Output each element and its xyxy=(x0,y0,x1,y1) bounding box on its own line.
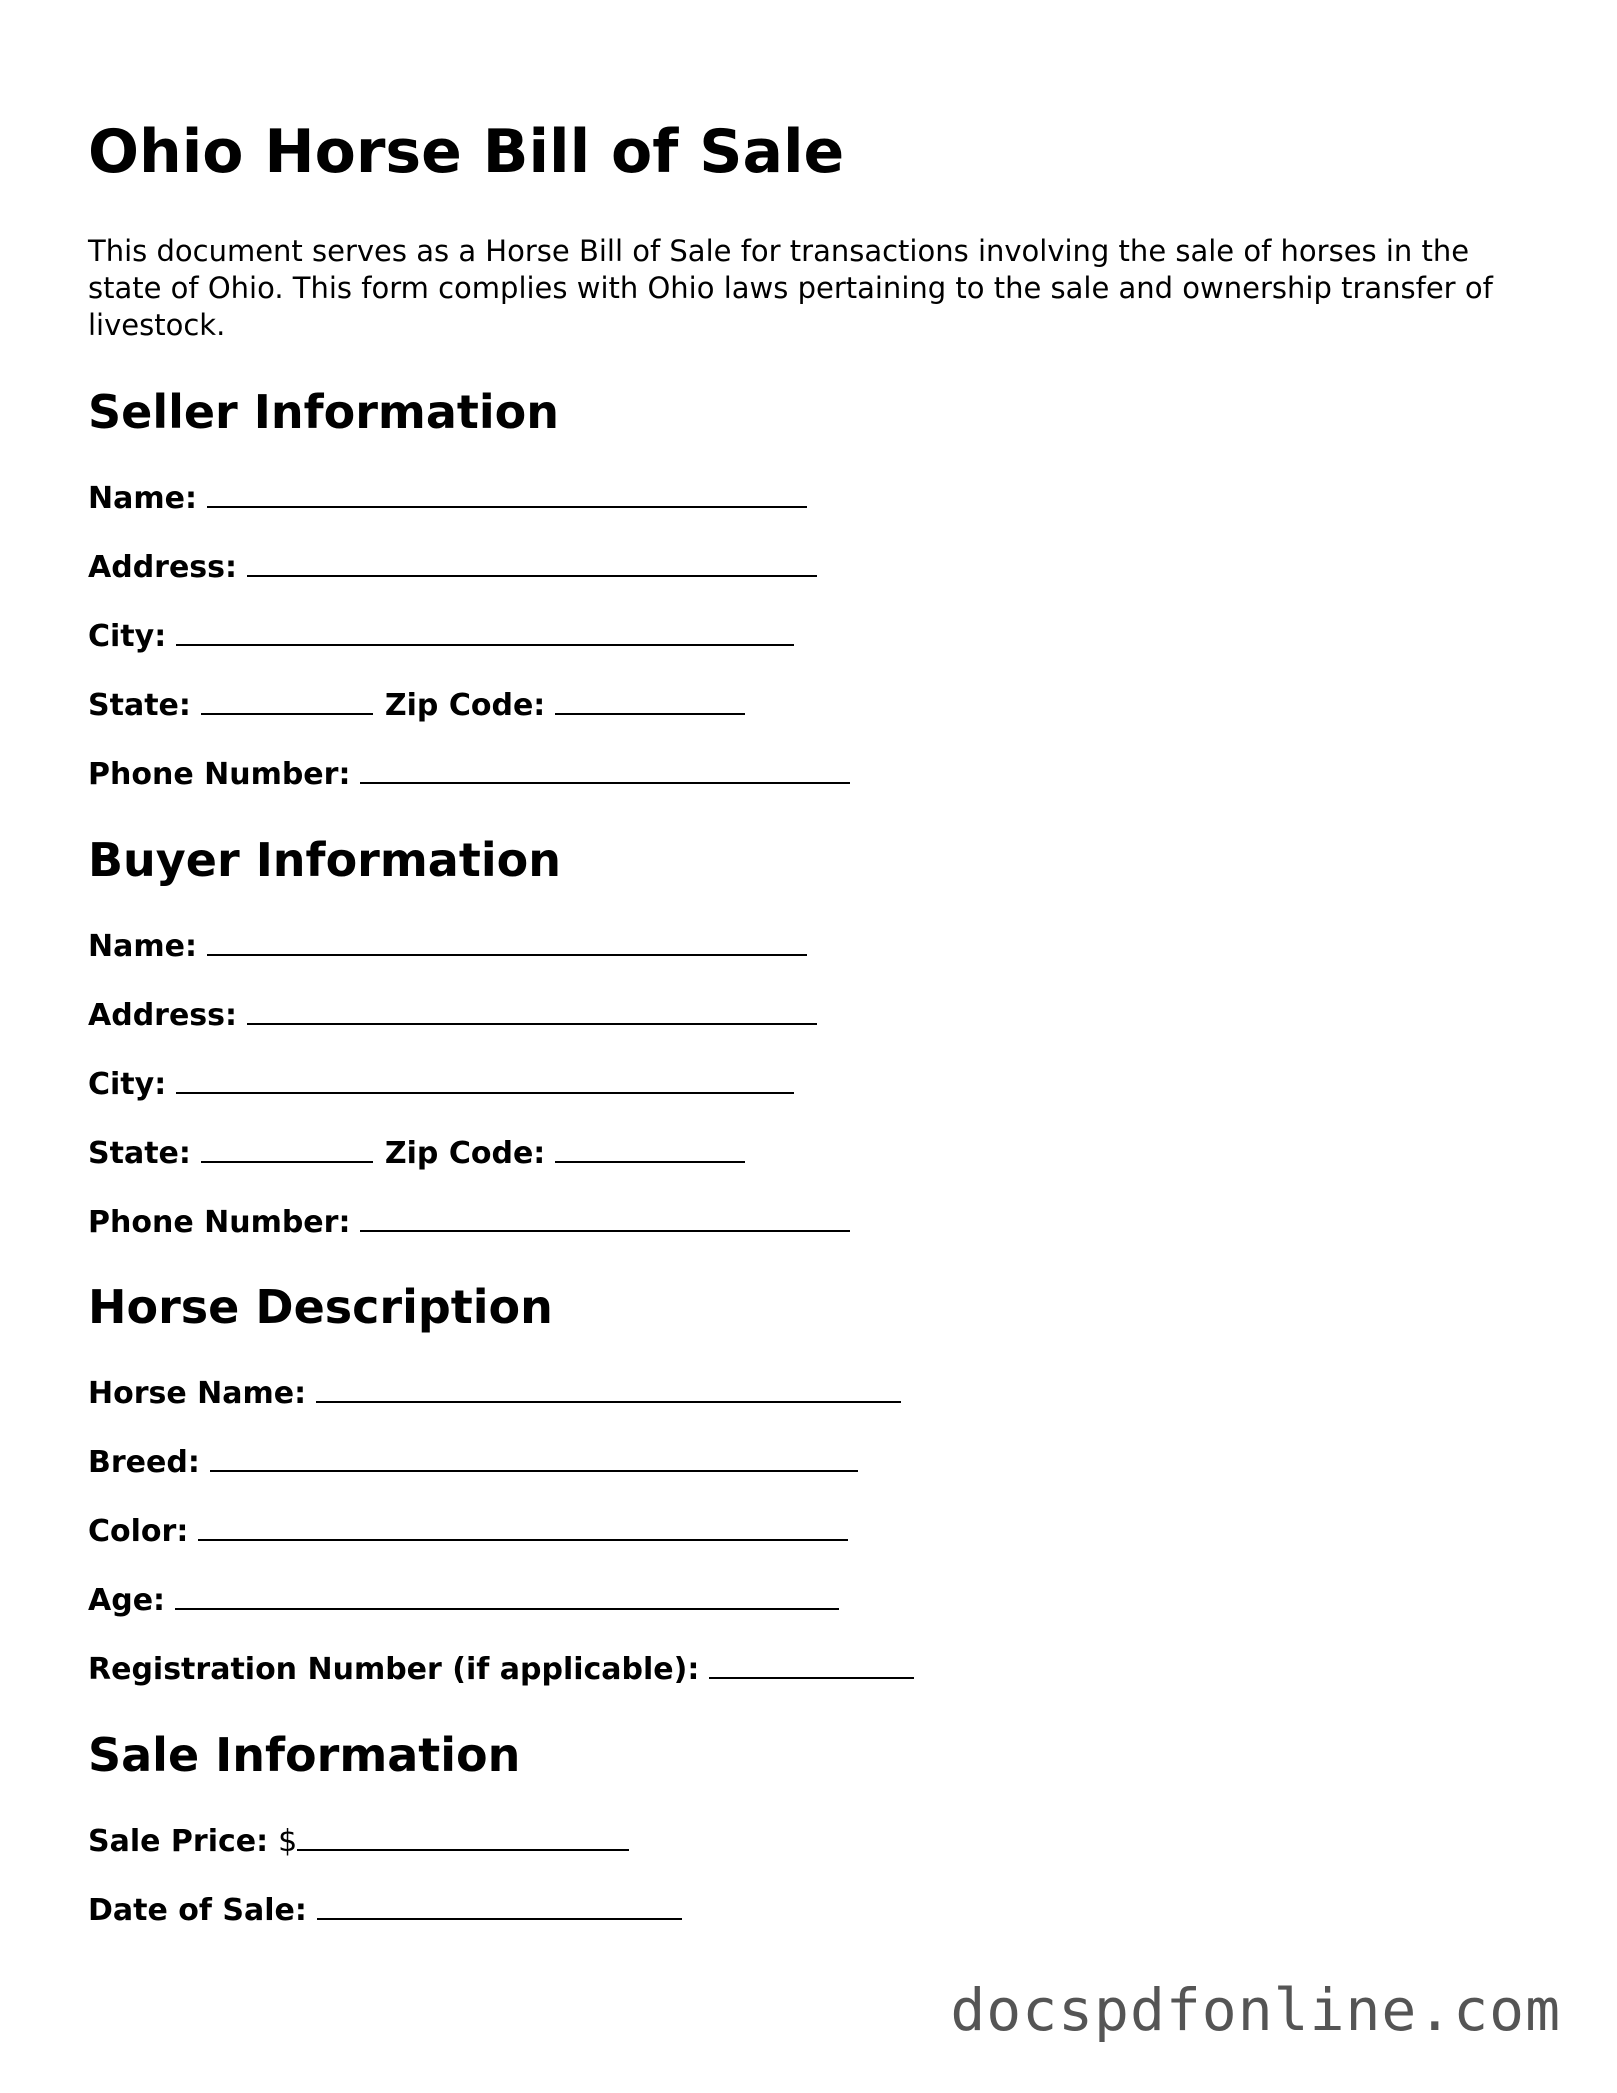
buyer-heading: Buyer Information xyxy=(88,833,561,887)
document-title: Ohio Horse Bill of Sale xyxy=(88,117,845,187)
horse-color-field xyxy=(88,1511,848,1552)
horse-name-label: Horse Name: xyxy=(88,1376,307,1411)
seller-city-field xyxy=(88,616,794,657)
seller-address-label: Address: xyxy=(88,550,238,585)
horse-breed-label: Breed: xyxy=(88,1445,200,1480)
buyer-phone-field xyxy=(88,1202,850,1243)
buyer-city-line[interactable] xyxy=(176,1064,794,1094)
watermark: docspdfonline.com xyxy=(950,1976,1561,2044)
seller-address-field xyxy=(88,547,817,588)
horse-age-field xyxy=(88,1580,839,1621)
buyer-name-label: Name: xyxy=(88,929,197,964)
buyer-address-field xyxy=(88,995,817,1036)
horse-name-field xyxy=(88,1373,901,1414)
dollar-sign: $ xyxy=(278,1824,298,1859)
buyer-name-field xyxy=(88,926,807,967)
buyer-state-line[interactable] xyxy=(201,1133,373,1163)
buyer-phone-line[interactable] xyxy=(360,1202,850,1232)
horse-breed-line[interactable] xyxy=(210,1442,858,1472)
buyer-state-label: State: xyxy=(88,1136,191,1171)
horse-registration-line[interactable] xyxy=(709,1649,914,1679)
buyer-zip-line[interactable] xyxy=(555,1133,745,1163)
seller-name-line[interactable] xyxy=(207,478,807,508)
buyer-address-label: Address: xyxy=(88,998,238,1033)
horse-registration-field xyxy=(88,1649,914,1690)
seller-phone-label: Phone Number: xyxy=(88,757,351,792)
buyer-city-field xyxy=(88,1064,794,1105)
sale-heading: Sale Information xyxy=(88,1728,521,1782)
sale-price-field xyxy=(88,1821,629,1862)
horse-color-label: Color: xyxy=(88,1514,189,1549)
buyer-phone-label: Phone Number: xyxy=(88,1205,351,1240)
horse-name-line[interactable] xyxy=(316,1373,901,1403)
buyer-address-line[interactable] xyxy=(247,995,817,1025)
sale-price-label: Sale Price: xyxy=(88,1824,269,1859)
seller-state-line[interactable] xyxy=(201,685,373,715)
seller-name-field xyxy=(88,478,807,519)
seller-phone-field xyxy=(88,754,850,795)
seller-zip-label: Zip Code: xyxy=(384,688,546,723)
intro-paragraph: This document serves as a Horse Bill of Sale for transactions involving the sale of horses in the state of Ohio. This form complies with Ohio laws pertaining to the sale and ownership transfer of livestock. xyxy=(88,234,1493,342)
buyer-city-label: City: xyxy=(88,1067,167,1102)
sale-date-line[interactable] xyxy=(317,1890,682,1920)
seller-city-label: City: xyxy=(88,619,167,654)
seller-zip-line[interactable] xyxy=(555,685,745,715)
seller-heading: Seller Information xyxy=(88,385,560,439)
horse-color-line[interactable] xyxy=(198,1511,848,1541)
sale-date-label: Date of Sale: xyxy=(88,1893,307,1928)
buyer-name-line[interactable] xyxy=(207,926,807,956)
horse-age-label: Age: xyxy=(88,1583,166,1618)
sale-date-field xyxy=(88,1890,682,1931)
seller-state-label: State: xyxy=(88,688,191,723)
horse-breed-field xyxy=(88,1442,858,1483)
seller-state-zip-field xyxy=(88,685,745,726)
horse-registration-label: Registration Number (if applicable): xyxy=(88,1652,700,1687)
seller-name-label: Name: xyxy=(88,481,197,516)
seller-address-line[interactable] xyxy=(247,547,817,577)
sale-price-line[interactable] xyxy=(297,1821,629,1851)
buyer-zip-label: Zip Code: xyxy=(384,1136,546,1171)
seller-city-line[interactable] xyxy=(176,616,794,646)
seller-phone-line[interactable] xyxy=(360,754,850,784)
horse-heading: Horse Description xyxy=(88,1280,553,1334)
buyer-state-zip-field xyxy=(88,1133,745,1174)
horse-age-line[interactable] xyxy=(175,1580,839,1610)
